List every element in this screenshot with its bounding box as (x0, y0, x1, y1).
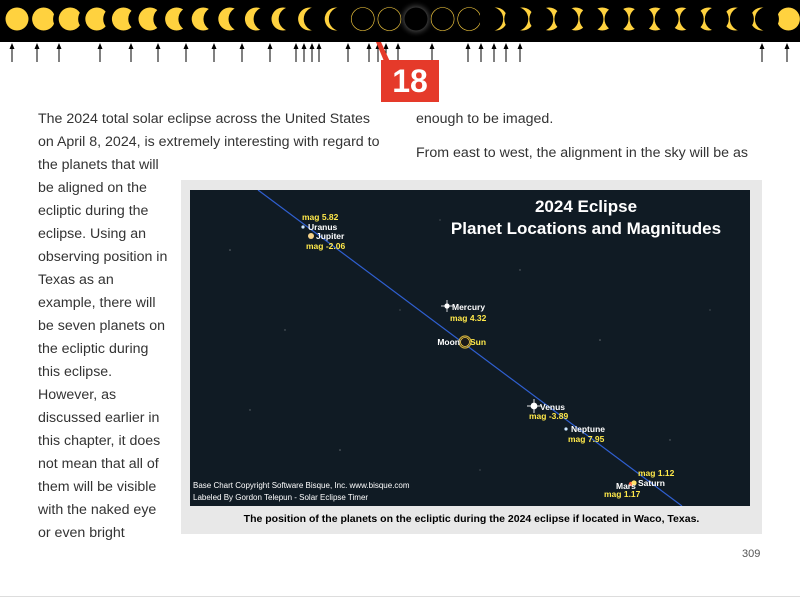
timeline-arrow-icon (212, 43, 217, 62)
timeline-arrow-icon (492, 43, 497, 62)
eclipse-sequence-banner (0, 0, 800, 42)
uranus-magnitude: mag 5.82 (302, 212, 339, 222)
mercury-magnitude: mag 4.32 (450, 313, 487, 323)
timeline-arrow-icon (317, 43, 322, 62)
timeline-arrow-icon (785, 43, 790, 62)
wrapped-paragraph (38, 154, 178, 545)
right-column-line: enough to be imaged. (416, 111, 554, 127)
moon-disk-icon (461, 338, 470, 347)
label-credit: Labeled By Gordon Telepun - Solar Eclipse Timer (193, 493, 369, 502)
text-line: this eclipse. (38, 364, 113, 380)
venus-label: Venus (540, 402, 566, 412)
text-line: this chapter, it does (38, 433, 161, 449)
timeline-arrow-icon (184, 43, 189, 62)
text-line: Texas as an (38, 272, 114, 288)
text-line: However, as (38, 387, 117, 403)
text-line: eclipse. Using an (38, 226, 147, 242)
timeline-arrow-icon (504, 43, 509, 62)
timeline-arrow-icon (294, 43, 299, 62)
eclipse-phase-icon (428, 4, 458, 34)
timeline-arrow-icon (466, 43, 471, 62)
bottom-divider (0, 596, 800, 597)
text-line: the planets that will (38, 157, 159, 173)
saturn-label: Saturn (638, 478, 665, 488)
planet-alignment-figure (190, 190, 750, 506)
timeline-arrow-icon (156, 43, 161, 62)
text-line: not mean that all of (38, 456, 159, 472)
uranus-dot (301, 225, 304, 228)
timeline-arrow-icon (98, 43, 103, 62)
text-line: ecliptic during the (38, 203, 149, 219)
timeline-arrow-icon (302, 43, 307, 62)
timeline-arrow-icon (57, 43, 62, 62)
eclipse-phase-icon (298, 7, 328, 31)
intro-paragraph: The 2024 total solar eclipse across the United States on April 8, 2024, is extremely interesting with regard to (38, 111, 380, 150)
eclipse-phase-icon (272, 7, 303, 31)
neptune-dot (564, 427, 567, 430)
timeline-arrow-icon (367, 43, 372, 62)
neptune-label: Neptune (571, 424, 605, 434)
moon-label: Moon (437, 337, 460, 347)
figure-subtitle: Planet Locations and Magnitudes (450, 219, 722, 238)
eclipse-phase-icon (479, 7, 507, 31)
timeline-arrow-icon (240, 43, 245, 62)
sun-label: Sun (470, 337, 487, 347)
timeline-arrow-icon (346, 43, 351, 62)
saturn-magnitude: mag 1.12 (638, 468, 675, 478)
uranus-label: Uranus (308, 222, 338, 232)
timeline-arrow-icon (760, 43, 765, 62)
text-line: or even bright (38, 525, 125, 541)
mercury-label: Mercury (452, 302, 486, 312)
jupiter-label: Jupiter (316, 231, 345, 241)
timeline-arrow-icon (479, 43, 484, 62)
text-line: observing position in (38, 249, 168, 265)
eclipse-phase-icon (348, 4, 378, 34)
text-line: the ecliptic during (38, 341, 149, 357)
text-line: discussed earlier in (38, 410, 160, 426)
neptune-magnitude: mag 7.95 (568, 434, 605, 444)
timeline-arrow-icon (518, 43, 523, 62)
venus-magnitude: mag -3.89 (529, 411, 569, 421)
text-line: them will be visible (38, 479, 157, 495)
figure-title: 2024 Eclipse (534, 197, 638, 216)
jupiter-magnitude: mag -2.06 (306, 241, 346, 251)
right-column-line: From east to west, the alignment in the sky will be as (416, 145, 748, 161)
mars-label: Mars (616, 481, 636, 491)
timeline-arrow-icon (10, 43, 15, 62)
copyright-credit: Base Chart Copyright Software Bisque, Inc. www.bisque.com (193, 481, 410, 490)
text-line: example, there will (38, 295, 156, 311)
text-line: be seven planets on (38, 318, 165, 334)
mars-magnitude: mag 1.17 (604, 489, 641, 499)
figure-caption: The position of the planets on the ecliptic during the 2024 eclipse if located in Waco, Texas. (243, 513, 700, 525)
page-number: 309 (742, 548, 761, 560)
timeline-arrow-icon (129, 43, 134, 62)
eclipse-phase-icon (755, 7, 800, 31)
eclipse-phase-icon (6, 8, 29, 31)
text-line: with the naked eye (38, 502, 157, 518)
timeline-arrow-icon (310, 43, 315, 62)
jupiter-dot (308, 233, 314, 239)
timeline-arrow-icon (268, 43, 273, 62)
chapter-number-badge: 18 (381, 60, 439, 102)
text-line: be aligned on the (38, 180, 147, 196)
timeline-arrow-icon (35, 43, 40, 62)
